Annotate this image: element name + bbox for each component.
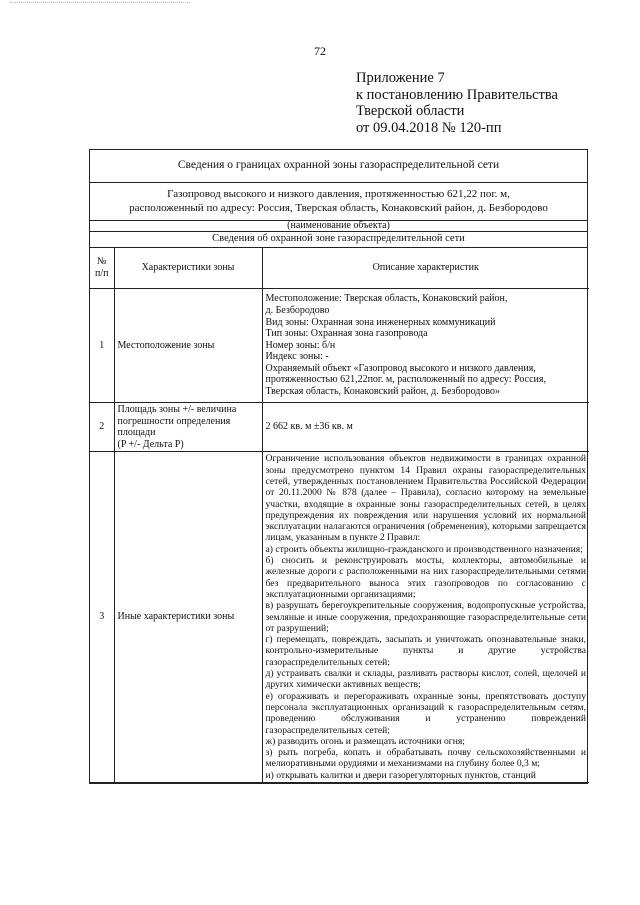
row-characteristic: Площадь зоны +/- величина погрешности определения площади (P +/- Дельта P) <box>114 403 262 452</box>
page-number: 72 <box>314 44 326 58</box>
scan-artifact <box>10 2 190 4</box>
appendix-line: от 09.04.2018 № 120-пп <box>356 119 502 136</box>
appendix-line: к постановлению Правительства <box>356 86 558 103</box>
object-line: Газопровод высокого и низкого давления, протяженностью 621,22 пог. м, <box>167 188 510 200</box>
table-row <box>90 452 589 783</box>
appendix-line: Приложение 7 <box>356 70 445 86</box>
row-description: Ограничение использования объектов недвижимости в границах охранной зоны предусмотрено пунктом 14 Правил охраны газораспределительных сетей, утвержденных постановлением Правительства Российской Федерации от 20.11.2000 № 878 (далее – Правила), согласно которому на земельные участки, входящие в охранные зоны газораспределительных сетей, в целях предупреждения их повреждения или нарушения условий их нормальной эксплуатации налагаются ограничения (обременения), которыми запрещается лицам, указанным в пункте 2 Правил: а) строить объекты жилищно-гражданского и производственного назначения; б) сносить и реконструировать мосты, коллекторы, автомобильные и железные дороги с расположенными на них газораспределительными сетями без предварительного выноса этих газопроводов по согласованию с эксплуатационными организациями; в) разрушать берегоукрепительные сооружения, водопропускные устройства, земляные и иные сооружения, предохраняющие газораспределительные сети от разрушений; г) перемещать, повреждать, засыпать и уничтожать опознавательные знаки, контрольно-измерительные пункты и другие устройства газораспределительных сетей; д) устраивать свалки и склады, разливать растворы кислот, солей, щелочей и других химически активных веществ; е) огораживать и перегораживать охранные зоны, препятствовать доступу персонала эксплуатационных организаций к газораспределительным сетям, проведению обслуживания и устранению повреждений газораспределительных сетей; ж) разводить огонь и размещать источники огня; з) рыть погреба, копать и обрабатывать почву сельскохозяйственными и мелиоративными орудиями и механизмами на глубину более 0,3 м; и) открывать калитки и двери газорегуляторных пунктов, станций <box>262 452 589 783</box>
row-characteristic: Иные характеристики зоны <box>114 452 262 783</box>
appendix-block <box>356 70 558 136</box>
column-header-no: № п/п <box>90 248 114 289</box>
row-characteristic: Местоположение зоны <box>114 289 262 403</box>
zone-table <box>90 248 589 783</box>
table-row <box>90 403 589 452</box>
zone-form <box>89 149 588 784</box>
table-row <box>90 289 589 403</box>
row-number: 3 <box>90 452 114 783</box>
object-line: расположенный по адресу: Россия, Тверская область, Конаковский район, д. Безбородово <box>129 202 548 214</box>
object-name <box>90 183 587 221</box>
column-header-characteristic: Характеристики зоны <box>114 248 262 289</box>
row-number: 1 <box>90 289 114 403</box>
section-title: Сведения об охранной зоне газораспределительной сети <box>90 232 587 248</box>
object-caption: (наименование объекта) <box>90 221 587 232</box>
table-header-row <box>90 248 589 289</box>
form-title: Сведения о границах охранной зоны газораспределительной сети <box>90 150 587 183</box>
appendix-line: Тверской области <box>356 103 465 119</box>
row-number: 2 <box>90 403 114 452</box>
row-description: Местоположение: Тверская область, Конаковский район, д. Безбородово Вид зоны: Охранная зона инженерных коммуникаций Тип зоны: Охранная зона газопровода Номер зоны: б/н Индекс зоны: - Охраняемый объект «Газопровод высокого и низкого давления, протяженностью 621,22пог. м, расположенный по адресу: Россия, Тверская область, Конаковский район, д. Безбородово» <box>262 289 589 403</box>
column-header-description: Описание характеристик <box>262 248 589 289</box>
row-description: 2 662 кв. м ±36 кв. м <box>262 403 589 452</box>
